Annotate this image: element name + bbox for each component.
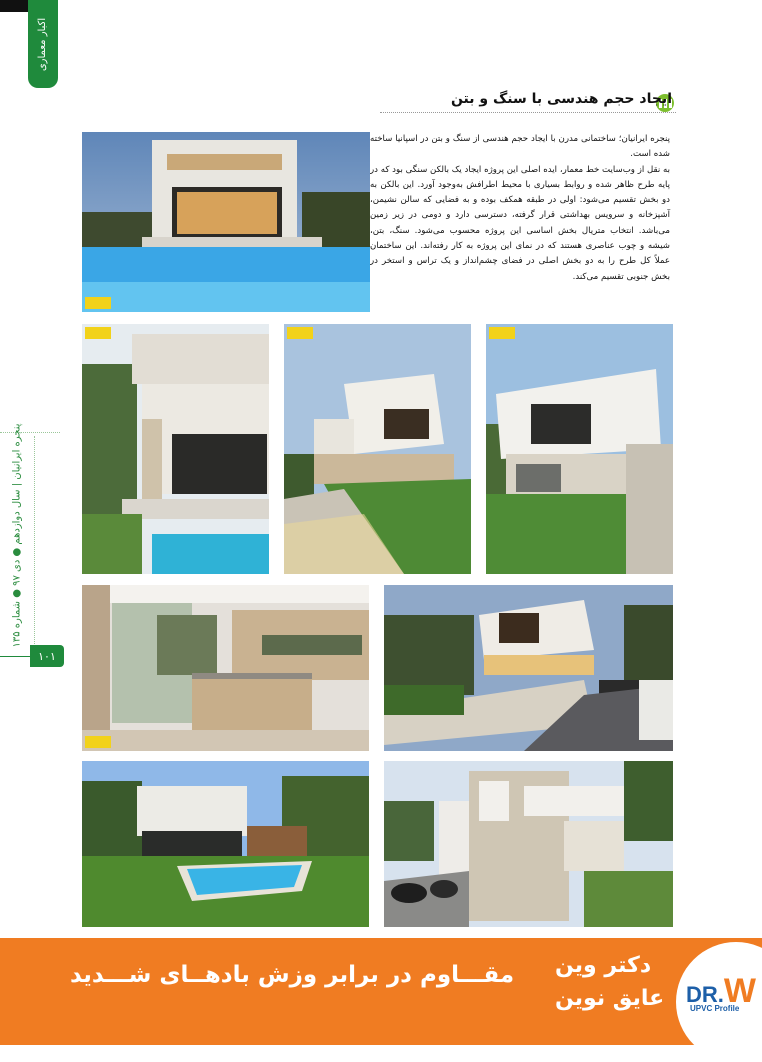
photo-watermark	[489, 327, 515, 339]
page-number-line	[0, 656, 30, 657]
article-paragraph: پنجره ایرانیان؛ ساختمانی مدرن با ایجاد حجم هندسی از سنگ و بتن در اسپانیا ساخته شده است.	[370, 134, 670, 160]
ad-brand-line2: عایق نوین	[555, 986, 665, 1011]
section-tab-label-wrap	[28, 0, 58, 88]
photo-garden-pool	[82, 761, 369, 927]
photo-watermark	[85, 327, 111, 339]
margin-dotted-line	[34, 436, 36, 646]
photo-watermark	[287, 327, 313, 339]
section-tab-label: اکبار معماری	[37, 17, 49, 71]
photo-white-volume	[486, 324, 673, 574]
photo-stone-wall-cars	[384, 761, 673, 927]
photo-watermark	[85, 297, 111, 309]
article-title: ایجاد حجم هندسی با سنگ و بتن	[450, 91, 672, 107]
article-paragraph: به نقل از وب‌سایت خط معمار، ایده اصلی این پروژه ایجاد یک بالکن سنگی بود که در پایه طرح ظاهر شده و روابط بسیاری با محیط اطرافش به‌وجود آورد. این بالکن به دو بخش تقسیم می‌شود: اولی در طبقه همکف بوده و به فضایی که سالن نشیمن، آشپزخانه و سرویس بهداشتی قرار گرفته، دسترسی دارد و دومی در زیر زمین می‌باشد. انتخاب متریال بخش اساسی این پروژه محسوب می‌شود. سنگ، بتن، شیشه و چوب عناصری هستند که در نمای این پروژه به کار رفته‌اند. این ساختمان عملاً کل طرح را به دو بخش اصلی در فضای چشم‌انداز و یک تراس و استخر در بخش جنوبی تقسیم می‌کند.	[370, 164, 670, 282]
logo-dr: DR.	[686, 982, 724, 1007]
logo-subtitle: UPVC Profile	[690, 1004, 740, 1013]
corner-bar	[0, 0, 28, 12]
title-underline	[380, 112, 676, 113]
article-body	[370, 132, 670, 285]
photo-pool-dusk	[82, 132, 370, 312]
photo-cantilever-steps	[284, 324, 471, 574]
photo-watermark	[85, 736, 111, 748]
logo-w: W	[723, 972, 756, 1010]
issue-info-wrap	[4, 420, 30, 650]
ad-brand-line1: دکتر وین	[555, 953, 652, 978]
issue-info: پنجره ایرانیان | سال دوازدهم ● دی ۹۷ ● شماره ۱۳۵	[11, 422, 23, 648]
photo-driveway-evening	[384, 585, 673, 751]
photo-kitchen	[82, 585, 369, 751]
ad-slogan: مقـــاوم در برابر وزش بادهــای شـــدید	[70, 962, 515, 988]
page-number: ۱۰۱	[30, 645, 64, 667]
photo-facade-pool	[82, 324, 269, 574]
